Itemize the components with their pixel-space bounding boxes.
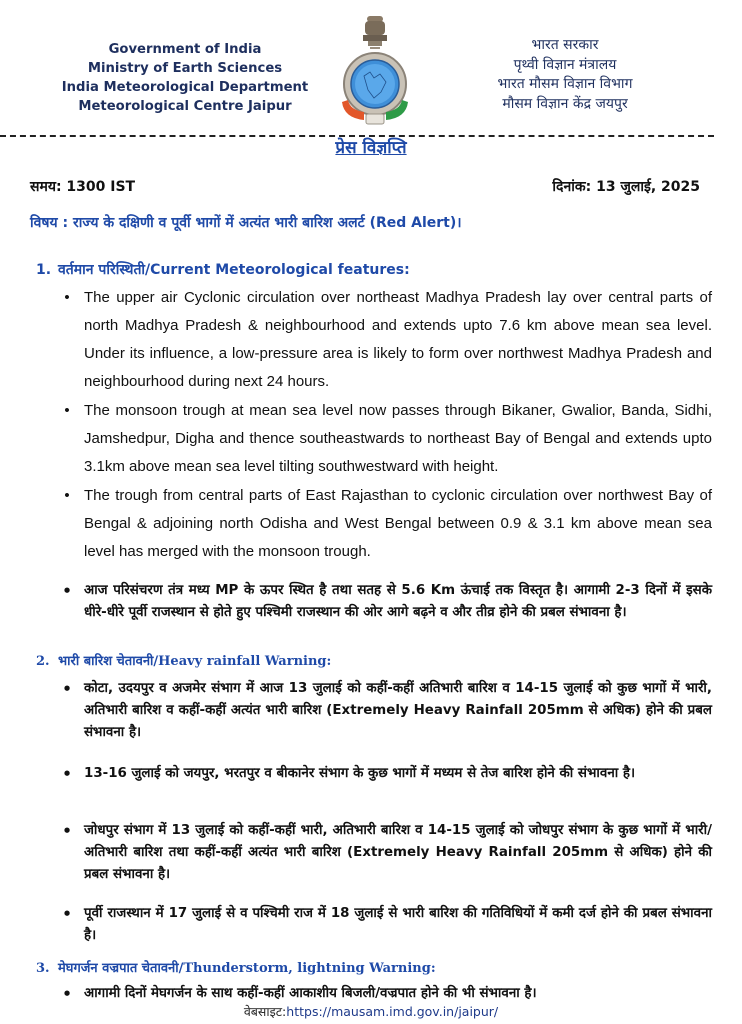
list-item-text: आगामी दिनों मेघगर्जन के साथ कहीं-कहीं आकाशीय बिजली/वज्रपात होने की भी संभावना है। bbox=[84, 986, 537, 1001]
list-item bbox=[62, 820, 712, 886]
header-hindi-block bbox=[440, 36, 690, 114]
bullet-icon: • bbox=[62, 765, 72, 783]
list-item bbox=[62, 397, 712, 481]
list-item bbox=[62, 903, 712, 947]
header-english-block bbox=[40, 40, 330, 116]
website-label: वेबसाइट: bbox=[243, 1004, 287, 1019]
website-footer bbox=[0, 1003, 742, 1020]
issue-date: दिनांक: 13 जुलाई, 2025 bbox=[552, 179, 700, 195]
header-english-line: Government of India bbox=[108, 42, 262, 57]
list-item-text: आज परिसंचरण तंत्र मध्य MP के ऊपर स्थित है तथा सतह से 5.6 Km ऊंचाई तक विस्तृत है। आगामी 2-3 दिनों में इसके धीरे-धीरे पूर्वी राजस्थान से होते हुए पश्चिमी राजस्थान की ओर आगे बढ़ने व और तीव्र होने की प्रबल संभावना है। bbox=[84, 583, 712, 620]
bullet-icon: • bbox=[62, 985, 72, 1003]
header-hindi-line: पृथ्वी विज्ञान मंत्रालय bbox=[513, 56, 617, 73]
bullet-icon: • bbox=[64, 402, 70, 419]
bullet-icon: • bbox=[62, 680, 72, 698]
list-item bbox=[62, 284, 712, 396]
section-heading-heavy-rainfall bbox=[36, 651, 331, 669]
section-title: मेघगर्जन वज्रपात चेतावनी/Thunderstorm, lightning Warning: bbox=[58, 961, 436, 976]
section-title: वर्तमान परिस्थिती/Current Meteorological features: bbox=[58, 262, 410, 278]
list-item bbox=[62, 763, 712, 785]
header-hindi-line: भारत मौसम विज्ञान विभाग bbox=[497, 76, 633, 92]
list-item-text: पूर्वी राजस्थान में 17 जुलाई से व पश्चिमी राज में 18 जुलाई से भारी बारिश की गतिविधियों में कमी दर्ज होने की प्रबल संभावना है। bbox=[84, 906, 712, 943]
issue-time: समय: 1300 IST bbox=[30, 179, 136, 195]
website-link[interactable]: https://mausam.imd.gov.in/jaipur/ bbox=[286, 1004, 499, 1019]
bullet-icon: • bbox=[62, 582, 72, 600]
subject-line: विषय : राज्य के दक्षिणी व पूर्वी भागों में अत्यंत भारी बारिश अलर्ट (Red Alert)। bbox=[30, 215, 462, 231]
bullet-icon: • bbox=[62, 822, 72, 840]
bullet-icon: • bbox=[64, 487, 70, 504]
section-heading-current-features bbox=[36, 260, 410, 279]
list-item bbox=[62, 580, 712, 624]
imd-emblem-icon bbox=[334, 14, 416, 128]
list-item-text: कोटा, उदयपुर व अजमेर संभाग में आज 13 जुलाई को कहीं-कहीं अतिभारी बारिश व 14-15 जुलाई को कुछ भागों में भारी, अतिभारी बारिश व कहीं-कहीं अत्यंत भारी बारिश (Extremely Heavy Rainfall 205mm से अधिक) होने की प्रबल संभावना है। bbox=[84, 681, 712, 740]
bullet-icon: • bbox=[64, 289, 70, 306]
section-number: 1. bbox=[36, 262, 52, 278]
section-number: 2. bbox=[36, 654, 50, 669]
list-item-text: The monsoon trough at mean sea level now passes through Bikaner, Gwalior, Banda, Sidhi, Jamshedpur, Digha and thence southeastwards to northeast Bay of Bengal and extends upto 3.1km above mean sea level tilting southwestward with height. bbox=[84, 402, 712, 475]
header-hindi-line: भारत सरकार bbox=[531, 37, 599, 53]
header-english-line: Ministry of Earth Sciences bbox=[87, 61, 283, 76]
section-heading-thunderstorm bbox=[36, 958, 436, 976]
list-item bbox=[62, 482, 712, 566]
list-item-text: जोधपुर संभाग में 13 जुलाई को कहीं-कहीं भारी, अतिभारी बारिश व 14-15 जुलाई को जोधपुर संभाग के कुछ भागों में भारी/अतिभारी बारिश तथा कहीं-कहीं अत्यंत भारी बारिश (Extremely Heavy Rainfall 205mm से अधिक) होने की प्रबल संभावना है। bbox=[84, 823, 712, 882]
list-item bbox=[62, 983, 712, 1005]
press-release-title-text: प्रेस विज्ञप्ति bbox=[335, 138, 407, 158]
list-item-text: The upper air Cyclonic circulation over northeast Madhya Pradesh lay over central parts of north Madhya Pradesh & neighbourhood and extends upto 7.6 km above mean sea level. Under its influence, a low-pressure area is likely to form over northwest Madhya Pradesh and neighbourhood during next 24 hours. bbox=[84, 289, 712, 390]
list-item-text: 13-16 जुलाई को जयपुर, भरतपुर व बीकानेर संभाग के कुछ भागों में मध्यम से तेज बारिश होने की संभावना है। bbox=[84, 766, 636, 781]
list-item bbox=[62, 678, 712, 744]
header-english-line: India Meteorological Department bbox=[61, 80, 309, 95]
bullet-icon: • bbox=[62, 905, 72, 923]
section-title: भारी बारिश चेतावनी/Heavy rainfall Warning: bbox=[58, 654, 332, 669]
section-number: 3. bbox=[36, 961, 50, 976]
header-hindi-line: मौसम विज्ञान केंद्र जयपुर bbox=[502, 95, 628, 112]
list-item-text: The trough from central parts of East Rajasthan to cyclonic circulation over northwest Bay of Bengal & adjoining north Odisha and West Bengal between 0.9 & 3.1 km above mean sea level has merged with the monsoon trough. bbox=[84, 487, 712, 560]
press-release-title bbox=[0, 135, 742, 158]
header-english-line: Meteorological Centre Jaipur bbox=[78, 99, 292, 114]
